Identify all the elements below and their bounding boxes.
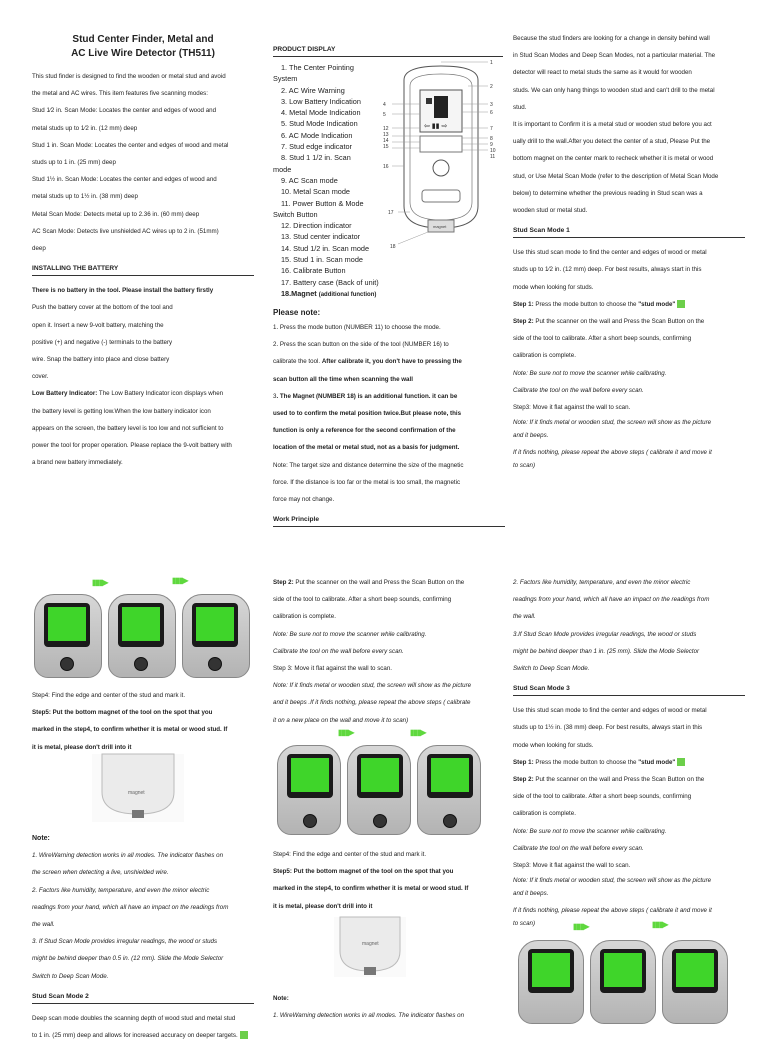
callout-label: 15 (383, 144, 389, 150)
mode2-heading: Stud Scan Mode 2 (32, 991, 254, 1004)
device-images-row (518, 940, 728, 1024)
parts-list: 1. The Center Pointing System 2. AC Wire Warning 3. Low Battery Indication 4. Metal Mode Indication 5. Stud Mode Indication 6. AC Mode Indication 7. Stud edge indicator 8. Stud 1 1/2 in. Scan mode 9. AC Scan mode 10. Metal Scan mode 11. Power Button & Mode Switch Button 12. Direction indicator 13. Stud center indicator 14. Stud 1/2 in. Scan mode 15. Stud 1 in. Scan mode 16. Calibrate Button 17. Battery case (Back of unit) 18.Magnet (additional function) (273, 63, 379, 298)
device-outline-svg (378, 56, 504, 252)
note-heading: Note: (32, 835, 50, 842)
product-diagram (378, 56, 504, 252)
scanner-image (590, 940, 656, 1024)
product-display-heading: PRODUCT DISPLAY (273, 44, 503, 57)
scanner-image (347, 745, 411, 835)
magnet-label: magnet (362, 941, 379, 947)
callout-label: 12 (383, 126, 389, 132)
scanner-image (518, 940, 584, 1024)
callout-label: 14 (383, 138, 389, 144)
callout-label: 2 (490, 84, 493, 90)
callout-label: 6 (490, 110, 493, 116)
scanner-image (34, 594, 102, 678)
green-flag-icon (240, 1031, 248, 1039)
scanner-image (662, 940, 728, 1024)
direction-arrows: ▮▮▮▶ (92, 578, 108, 587)
column-1-notes: Note: 1. WireWarning detection works in all modes. The indicator flashes on the screen when detecting a live, unshielded wire. 2. Factors like humidity, temperature, and even the minor electric readings from your hand, which all have an impact on the readings from the wall. 3. If Stud Scan Mode provides irregular readings, the wood or studs might be behind deeper than 0.5 in. (12 mm). Slide the Mode Selector Switch to Deep Scan Mode. Stud Scan Mode 2 Deep scan mode doubles the scanning depth of wood stud and metal stud to 1 in. (25 mm) deep and allows for increased accuracy on deeper targets. (32, 830, 254, 1044)
battery-warning: There is no battery in the tool. Please install the battery firstly (32, 287, 214, 295)
green-flag-icon (677, 300, 685, 308)
device-images-row (277, 745, 481, 835)
column-2-steps: Step 2: Put the scanner on the wall and Press the Scan Button on the side of the tool to calibrate. After a short beep sounds, confirming calibration is complete. Note: Be sure not to move the scanner while calibrating. Calibrate the tool on the wall before every scan. Step 3: Move it flat against the wall to scan. Note: If it finds metal or wooden stud, the screen will show as the picture and it beeps .If it finds nothing, please repeat the above steps ( calibrate it on a new place on the wall and move it to scan) (273, 579, 472, 724)
column-2-step4-5: Step4: Find the edge and center of the stud and mark it. Step5: Put the bottom magnet of the tool on the spot that you marked in the step4, to confirm whether it is metal or wood stud. If it is metal, please don't drill into it (273, 851, 469, 910)
scanner-image (417, 745, 481, 835)
callout-label: 11 (490, 154, 496, 160)
column-3-lower: 2. Factors like humidity, temperature, and even the minor electric readings from your hand, which all have an impact on the readings from the wall. 3.If Stud Scan Mode provides irregular readings, the wood or studs might be behind deeper than 1 in. (25 mm). Slide the Mode Selector Switch to Deep Scan Mode. Stud Scan Mode 3 Use this stud scan mode to find the center and edges of wood or metal studs up to 1½ in. (38 mm) deep. For best results, always start in this mode when looking for studs. Step 1: Press the mode button to choose the "stud mode" Step 2: Put the scanner on the wall and Press the Scan Button on the side of the tool to calibrate. After a short beep sounds, confirming calibration is complete. Note: Be sure not to move the scanner while calibrating. Calibrate the tool on the wall before every scan. Step3: Move it flat against the wall to scan. Note: If it finds metal or wooden stud, the screen will show as the picture and it beeps. If it finds nothing, please repeat the above steps ( calibrate it and move it to scan) (513, 574, 745, 930)
battery-heading: INSTALLING THE BATTERY (32, 263, 254, 276)
magnet-illustration (92, 754, 184, 822)
callout-label: 18 (390, 244, 396, 250)
please-note-section: Please note: 1. Press the mode button (NUMBER 11) to choose the mode. 2. Press the scan button on the side of the tool (NUMBER 16) to calibrate the tool. After calibrate it, you don't have to pressing the scan button all the time when scanning the wall 3. The Magnet (NUMBER 18) is an additional function. it can be used to to confirm the metal position twice.But please note, this function is only a reference for the second confirmation of the location of the metal or metal stud, not as a basis for judgment. Note: The target size and distance determine the size of the magnetic force. If the distance is too far or the metal is too small, the magnetic force may not change. Work Principle (273, 306, 505, 533)
callout-label: 10 (490, 148, 496, 154)
column-2-notes: Note: 1. WireWarning detection works in all modes. The indicator flashes on (273, 995, 465, 1020)
mode1-heading: Stud Scan Mode 1 (513, 225, 745, 238)
step4-text: Step4: Find the edge and center of the stud and mark it. (32, 692, 186, 699)
callout-label: 8 (490, 136, 493, 142)
magnet-label: magnet (128, 790, 145, 796)
column-3: Because the stud finders are looking for a change in density behind wall in Stud Scan Modes and Deep Scan Modes, not a particular material. The detector will react to metal studs the same as it would for wooden studs. We can only hang things to wooden stud and can't drill to the metal stud. It is important to Confirm it is a metal stud or wooden stud before you act ually drill to the wall.After you detect the center of a stud, Please Put the bottom magnet on the center mark to recheck whether it is metal or wood stud, or Use Metal Scan Mode (refer to the description of Metal Scan Mode below) to determine whether the previous reading in Stud scan was a wooden stud or metal stud. Stud Scan Mode 1 Use this stud scan mode to find the center and edges of wood or metal studs up to 1⁄2 in. (12 mm) deep. For best results, always start in this mode when looking for studs. Step 1: Press the mode button to choose the "stud mode" Step 2: Put the scanner on the wall and Press the Scan Button on the side of the tool to calibrate. After a short beep sounds, confirming calibration is complete. Note: Be sure not to move the scanner while calibrating. Calibrate the tool on the wall before every scan. Step3: Move it flat against the wall to scan. Note: If it finds metal or wooden stud, the screen will show as the picture and it beeps. If it finds nothing, please repeat the above steps ( calibrate it and move it to scan) (513, 30, 745, 472)
callout-label: 3 (490, 102, 493, 108)
scanner-image (277, 745, 341, 835)
direction-arrows: ▮▮▮▶ (338, 728, 354, 737)
document-title: Stud Center Finder, Metal and AC Live Wire Detector (TH511) (71, 34, 215, 59)
scanner-image (108, 594, 176, 678)
direction-arrows: ▮▮▮▶ (573, 922, 589, 931)
please-note-heading: Please note: (273, 308, 321, 317)
direction-arrows: ▮▮▮▶ (410, 728, 426, 737)
callout-label: 4 (383, 102, 386, 108)
battery-instructions: Push the battery cover at the bottom of the tool and open it. Insert a new 9-volt battery, matching the positive (+) and negative (-) terminals to the battery wire. Snap the battery into place and close battery cover. (32, 304, 173, 381)
work-principle-heading: Work Principle (273, 514, 505, 527)
callout-label: 7 (490, 126, 493, 132)
low-battery-paragraph: Low Battery Indicator: The Low Battery Indicator icon displays when the battery level is getting low.When the low battery indicator icon appears on the screen, the battery level is too low and not sufficient to power the tool for proper operation. Please replace the 9-volt battery with a brand new battery immediately. (32, 390, 232, 467)
intro-paragraph: This stud finder is designed to find the wooden or metal stud and avoid the metal and AC wires. This item features five scanning modes: Stud 1⁄2 in. Scan Mode: Locates the center and edges of wood and metal studs up to 1⁄2 in. (12 mm) deep Stud 1 in. Scan Mode: Locates the center and edges of wood and metal studs up to 1 in. (25 mm) deep Stud 1½ in. Scan Mode: Locates the center and edges of wood and metal studs up to 1½ in. (38 mm) deep Metal Scan Mode: Detects metal up to 2.36 in. (60 mm) deep AC Scan Mode: Detects live unshielded AC wires up to 2 in. (51mm) deep (32, 73, 229, 253)
callout-label: 16 (383, 164, 389, 170)
magnet-illustration (334, 917, 406, 977)
device-images-row (34, 594, 250, 678)
green-flag-icon (677, 758, 685, 766)
device-brand-label: magnet (433, 224, 447, 229)
callout-label: 1 (490, 60, 493, 66)
scanner-image (182, 594, 250, 678)
magnet-image (92, 754, 184, 822)
magnet-image (334, 917, 406, 977)
column-1 (32, 33, 254, 471)
callout-label: 5 (383, 112, 386, 118)
callout-label: 9 (490, 142, 493, 148)
svg-text:⇦ ▮▮ ⇨: ⇦ ▮▮ ⇨ (424, 123, 448, 130)
direction-arrows: ▮▮▮▶ (172, 576, 188, 585)
callout-label: 17 (388, 210, 394, 216)
column-1-steps: Step4: Find the edge and center of the stud and mark it. Step5: Put the bottom magnet of the tool on the spot that you marked in the step4, to confirm whether it is metal or wood stud. If it is metal, please don't drill into it (32, 687, 262, 756)
direction-arrows: ▮▮▮▶ (652, 920, 668, 929)
callout-label: 13 (383, 132, 389, 138)
mode3-heading: Stud Scan Mode 3 (513, 683, 745, 696)
